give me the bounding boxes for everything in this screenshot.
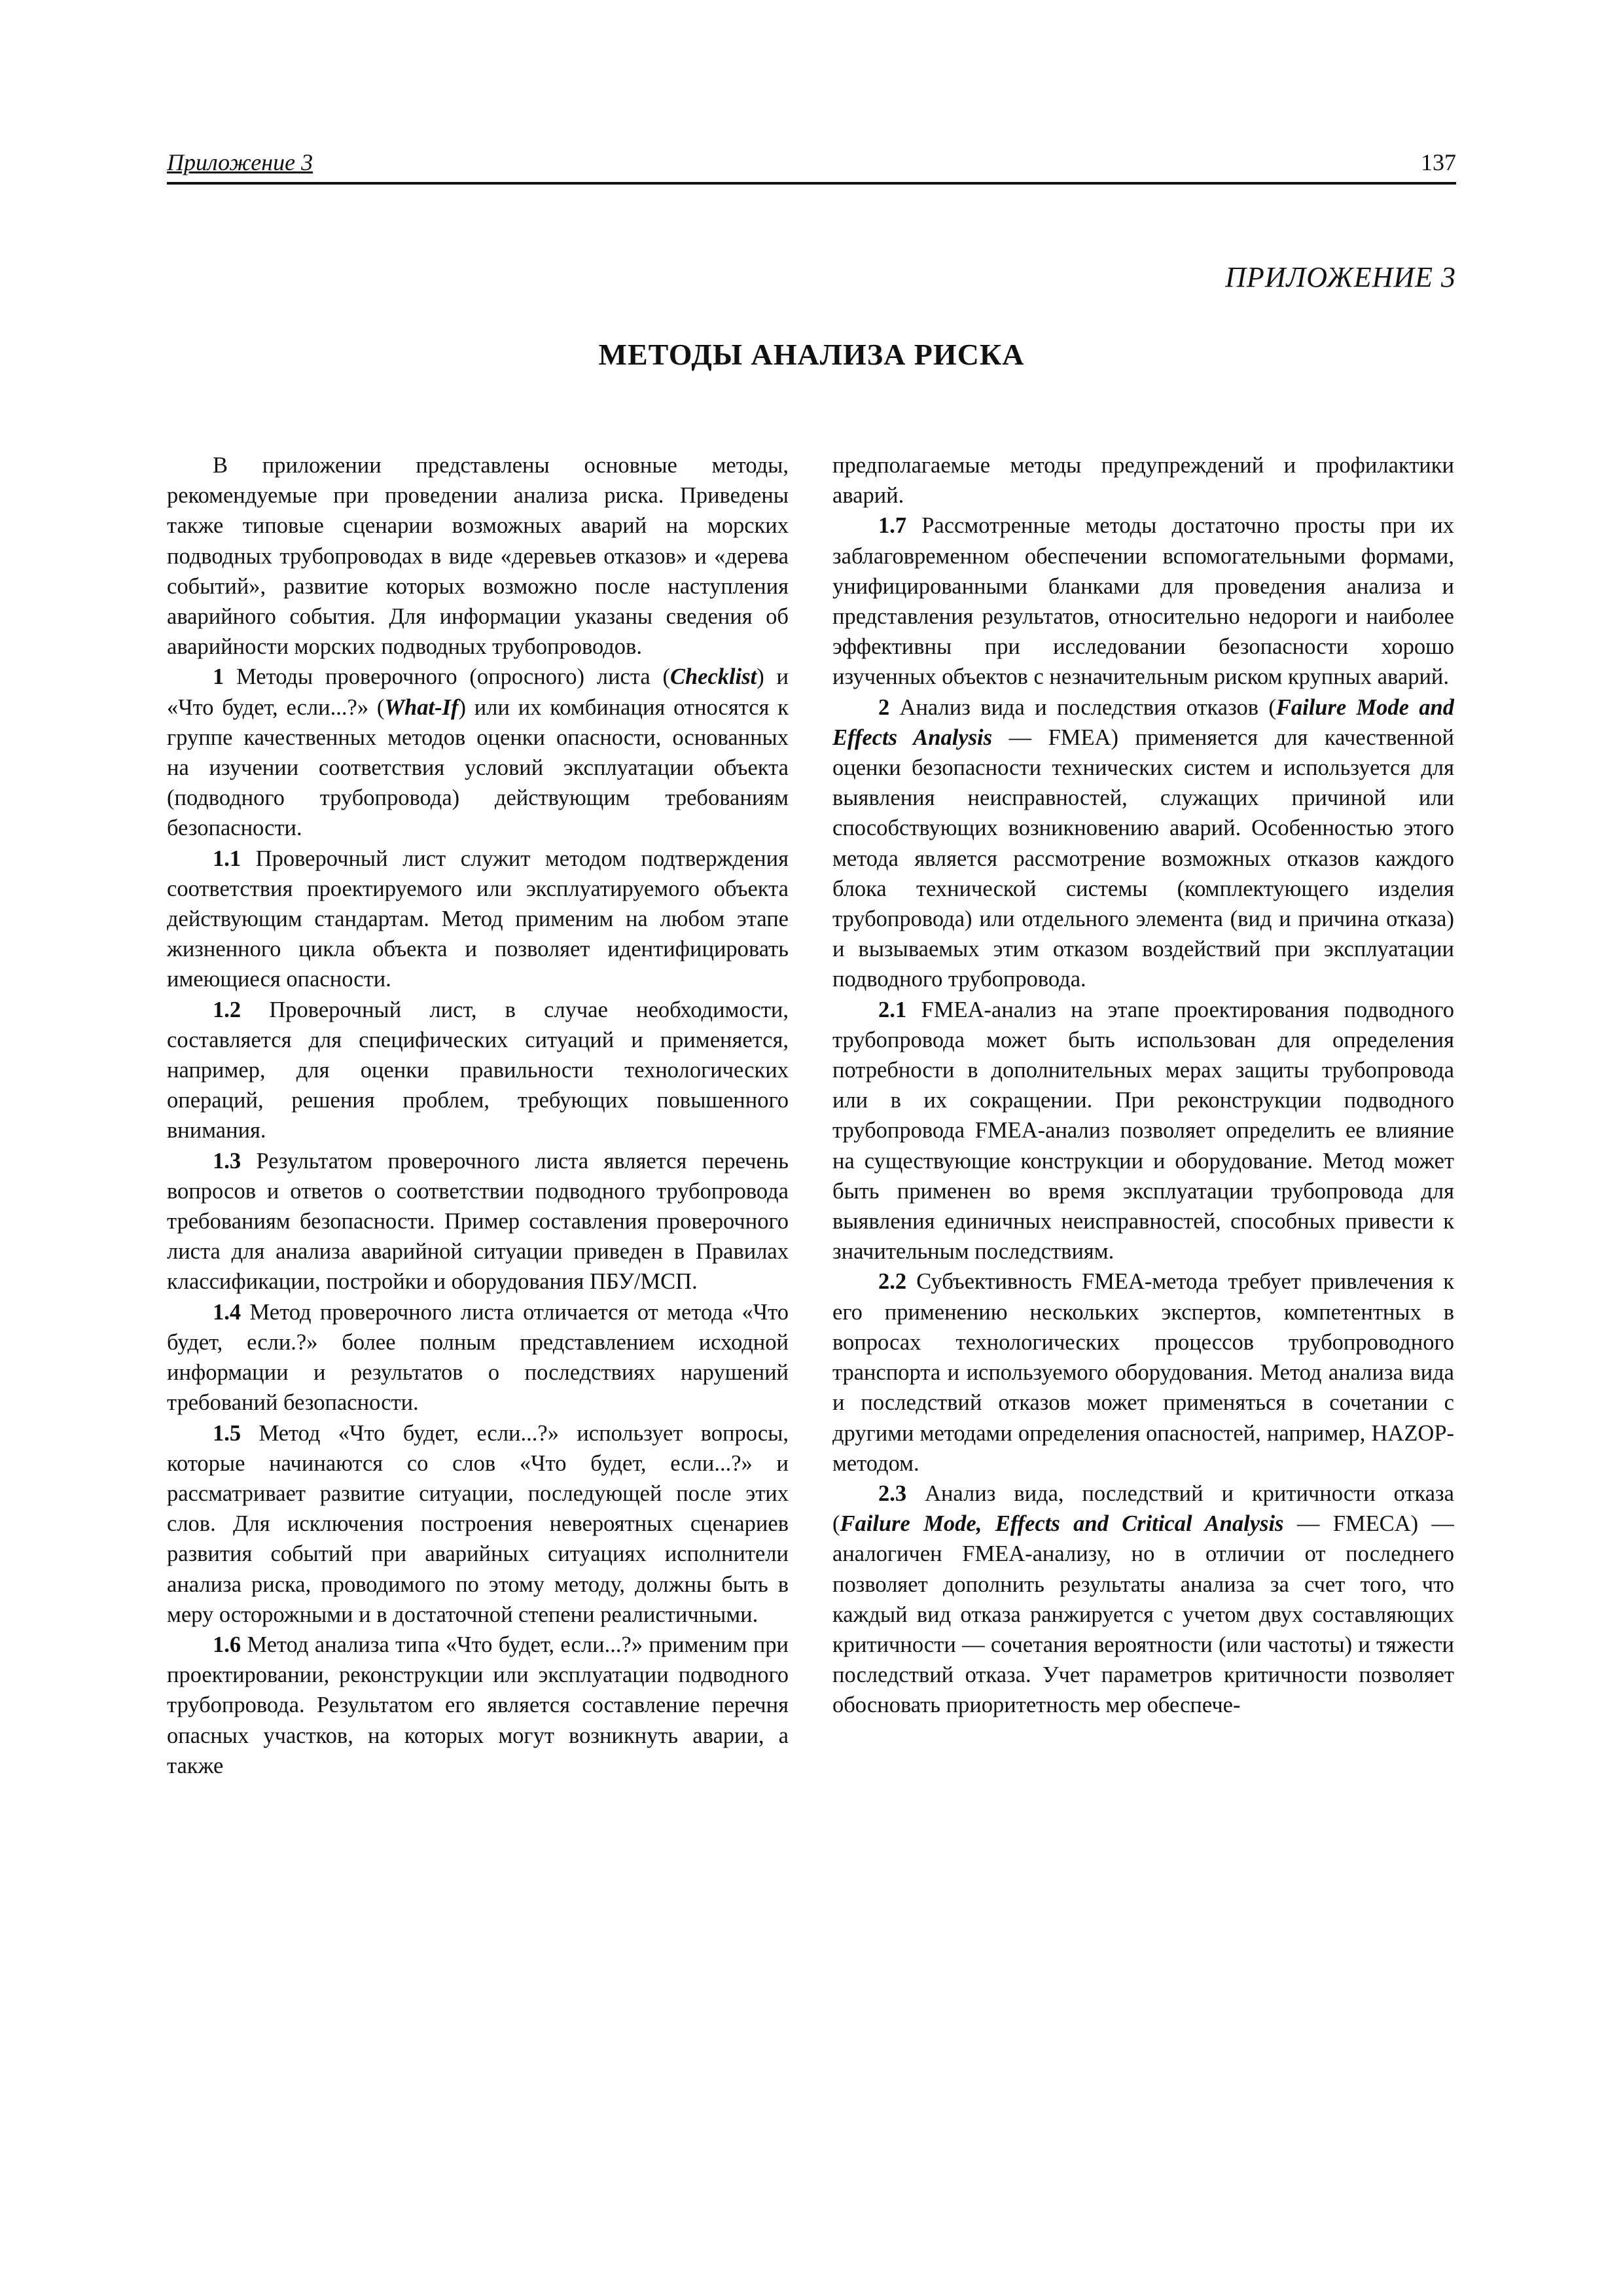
running-head-title: Приложение 3 (167, 149, 313, 175)
paragraph-number: 2 (878, 694, 890, 720)
paragraph-text: ) и «Что будет, если...?» ( (167, 664, 789, 720)
right-column (832, 450, 1454, 2119)
running-head (167, 145, 1456, 185)
paragraph-text: Субъективность FMEA-метода требует привлечения к его применению нескольких экспертов, компетентных в вопросах технологических процессов трубопроводного транспорта и используемого оборудования. Метод анализа вида и последствий отказов может применяться в сочетании с другими методами определения опасностей, например, HAZOP-методом. (832, 1269, 1454, 1476)
continued-paragraph: предполагаемые методы предупреждений и профилактики аварий. (832, 453, 1454, 509)
page-number: 137 (1421, 149, 1456, 175)
appendix-label: ПРИЛОЖЕНИЕ 3 (1225, 261, 1456, 293)
paragraph-text: Проверочный лист служит методом подтверждения соответствия проектируемого или эксплуатируемого объекта действующим стандартам. Метод применим на любом этапе жизненного цикла объекта и позволяет идентифицировать имеющиеся опасности. (167, 846, 789, 992)
term-checklist: Checklist (669, 664, 757, 690)
paragraph-text: Проверочный лист, в случае необходимости, составляется для специфических ситуаций и применяется, например, для оценки правильности технологических операций, решения проблем, требующих повышенного внимания. (167, 997, 789, 1143)
paragraph-text: FMEA-анализ на этапе проектирования подводного трубопровода может быть использован для определения потребности в дополнительных мерах защиты трубопровода или в их сокращении. При реконструкции подводного трубопровода FMEA-анализ позволяет определить ее влияние на существующие конструкции и оборудование. Метод может быть применен во время эксплуатации трубопровода для выявления единичных неисправностей, способных привести к значительным последствиям. (832, 997, 1454, 1265)
paragraph-number: 1.1 (213, 846, 241, 871)
paragraph-2-1 (832, 995, 1454, 1267)
paragraph-number: 1.3 (213, 1148, 241, 1174)
intro-paragraph: В приложении представлены основные методы, рекомендуемые при проведении анализа риска. Приведены также типовые сценарии возможных аварий на морских подводных трубопроводах в виде «деревьев отказов» и «дерева событий», развитие которых возможно после наступления аварийного события. Для информации указаны сведения об аварийности морских подводных трубопроводов. (167, 453, 789, 660)
paragraph-number: 1.6 (213, 1632, 241, 1657)
paragraph-text: Результатом проверочного листа является перечень вопросов и ответов о соответствии подводного трубопровода требованиям безопасности. Пример составления проверочного листа для анализа аварийной ситуации приведен в Правилах классификации, постройки и оборудования ПБУ/МСП. (167, 1148, 789, 1295)
paragraph-1-6 (167, 1630, 789, 1781)
paragraph-number: 1.4 (213, 1299, 241, 1325)
paragraph-number: 1.2 (213, 997, 241, 1022)
paragraph-text: Метод «Что будет, если...?» использует вопросы, которые начинаются со слов «Что будет, если...?» и рассматривает развитие ситуации, последующей после этих слов. Для исключения построения невероятных сценариев развития событий при аварийных ситуациях исполнители анализа риска, проводимого по этому методу, должны быть в меру осторожными и в достаточной степени реалистичными. (167, 1420, 789, 1627)
paragraph-2-3 (832, 1479, 1454, 1721)
paragraph-text: — FMEA) применяется для качественной оценки безопасности технических систем и используется для выявления неисправностей, служащих причиной или способствующих возникновению аварий. Особенностью этого метода является рассмотрение возможных отказов каждого блока технической системы (комплектующего изделия трубопровода) или отдельного элемента (вид и причина отказа) и вызываемых этим отказом воздействий при эксплуатации подводного трубопровода. (832, 725, 1454, 992)
paragraph-2 (832, 692, 1454, 995)
page-title: МЕТОДЫ АНАЛИЗА РИСКА (598, 338, 1025, 371)
paragraph-text: Рассмотренные методы достаточно просты при их заблаговременном обеспечении вспомогательными формами, унифицированными бланками для проведения анализа и представления результатов, относительно недороги и наиболее эффективны при исследовании безопасности хорошо изученных объектов с незначительным риском крупных аварий. (832, 513, 1454, 690)
paragraph-1-3 (167, 1146, 789, 1297)
paragraph-1-4 (167, 1297, 789, 1418)
term-fmea: Failure Mode and Effects Analysis (832, 694, 1454, 750)
paragraph-number: 1 (213, 664, 224, 690)
paragraph-1-1 (167, 844, 789, 995)
paragraph-number: 2.2 (878, 1269, 907, 1295)
paragraph-number: 1.7 (878, 513, 907, 539)
paragraph-1-2 (167, 995, 789, 1146)
paragraph-text: ) или их комбинация относятся к группе качественных методов оценки опасности, основанных на изучении соответствия условий эксплуатации объекта (подводного трубопровода) действующим требованиям безопасности. (167, 694, 789, 841)
paragraph-number: 2.3 (878, 1480, 907, 1506)
left-column (167, 450, 789, 2119)
paragraph-text: Метод проверочного листа отличается от метода «Что будет, если.?» более полным представлением исходной информации и результатов о последствиях нарушений требований безопасности. (167, 1299, 789, 1416)
paragraph-text: — FMECA) — аналогичен FMEA-анализу, но в отличии от последнего позволяет дополнить результаты анализа за счет того, что каждый вид отказа ранжируется с учетом двух составляющих критичности — сочетания вероятности (или частоты) и тяжести последствий отказа. Учет параметров критичности позволяет обосновать приоритетность мер обеспече- (832, 1511, 1454, 1718)
paragraph-text: Методы проверочного (опросного) листа ( (224, 664, 670, 690)
paragraph-number: 2.1 (878, 997, 907, 1022)
paragraph-text: Анализ вида, последствий и критичности отказа ( (832, 1480, 1454, 1537)
paragraph-1-7 (832, 511, 1454, 692)
paragraph-text: Анализ вида и последствия отказов ( (889, 694, 1276, 720)
paragraph-1 (167, 662, 789, 843)
paragraph-2-2 (832, 1266, 1454, 1478)
term-fmeca: Failure Mode, Effects and Critical Analysis (840, 1511, 1284, 1537)
paragraph-text: Метод анализа типа «Что будет, если...?» применим при проектировании, реконструкции или эксплуатации подводного трубопровода. Результатом его является составление перечня опасных участков, на которых могут возникнуть аварии, а также (167, 1632, 789, 1778)
paragraph-1-5 (167, 1418, 789, 1630)
paragraph-number: 1.5 (213, 1420, 241, 1446)
term-what-if: What-If (384, 694, 459, 720)
